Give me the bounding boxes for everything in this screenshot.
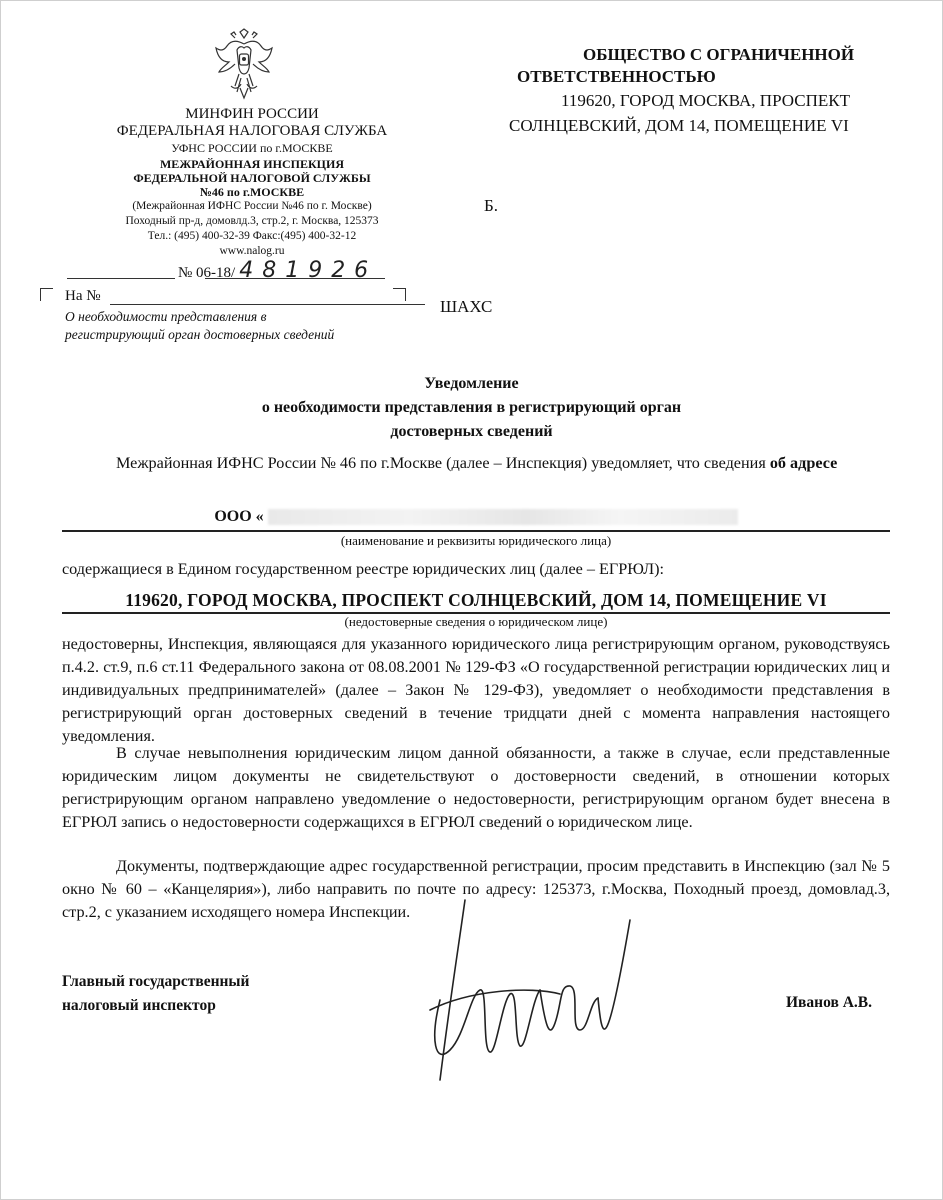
- body-paragraph-3-text: Документы, подтверждающие адрес государственной регистрации, просим представить в Инспекцию (зал № 5 окно № 60 – «Канцелярия»), либо направить по почте по адресу: 125373, г.Москва, Походный проезд, домовлад.3, стр.2, с указанием исходящего номера Инспекции.: [62, 857, 890, 921]
- notice-title: [0, 372, 943, 444]
- entity-name: [62, 508, 890, 526]
- signer-position: [62, 970, 249, 1018]
- outgoing-date-line: [67, 278, 175, 279]
- inspection-line-2: ФЕДЕРАЛЬНОЙ НАЛОГОВОЙ СЛУЖБЫ: [133, 171, 371, 185]
- handwritten-signature: [410, 890, 640, 1090]
- ministry-name: МИНФИН РОССИИ: [185, 106, 319, 122]
- entity-caption: (наименование и реквизиты юридического лица): [340, 533, 612, 548]
- intro-bold-tail: об адресе: [769, 454, 838, 472]
- signer-position-line-1: Главный государственный: [62, 973, 250, 990]
- in-reply-label: На №: [65, 288, 101, 304]
- subject-line-2: регистрирующий орган достоверных сведений: [65, 327, 335, 342]
- inspection-short-name: (Межрайонная ИФНС России №46 по г. Москве): [132, 200, 372, 212]
- redacted-entity-details: [268, 509, 738, 525]
- sender-organization-block: [92, 106, 412, 259]
- inspection-line-3: №46 по г.МОСКВЕ: [199, 185, 305, 199]
- subject-corner-left: [40, 288, 53, 301]
- recipient-block: [509, 44, 927, 138]
- intro-paragraph: [62, 452, 890, 475]
- signer-name: Иванов А.В.: [786, 994, 872, 1011]
- title-line-1: Уведомление: [424, 375, 519, 392]
- subject-line-1: О необходимости представления в: [65, 309, 267, 324]
- entity-name-prefix: ООО «: [214, 508, 264, 525]
- recipient-org-line-1: ОБЩЕСТВО С ОГРАНИЧЕННОЙ: [583, 45, 855, 64]
- inspection-website: www.nalog.ru: [219, 245, 285, 257]
- service-name: ФЕДЕРАЛЬНАЯ НАЛОГОВАЯ СЛУЖБА: [116, 123, 388, 139]
- outgoing-number: [178, 258, 369, 283]
- recipient-shakhs: ШАХС: [440, 297, 493, 316]
- signer-position-line-2: налоговый инспектор: [62, 997, 216, 1014]
- in-reply-line: [110, 304, 425, 305]
- outgoing-number-prefix: № 06-18/: [178, 265, 236, 281]
- address-caption: (недостоверные сведения о юридическом лице): [344, 614, 608, 629]
- entity-underline: [62, 530, 890, 532]
- title-line-3: достоверных сведений: [390, 423, 553, 440]
- recipient-b-mark: Б.: [484, 196, 499, 215]
- body-paragraph-2: [62, 742, 890, 834]
- recipient-address-line-1: 119620, ГОРОД МОСКВА, ПРОСПЕКТ: [561, 91, 850, 110]
- inspection-line-1: МЕЖРАЙОННАЯ ИНСПЕКЦИЯ: [159, 157, 345, 171]
- russian-coat-of-arms-icon: [213, 28, 275, 100]
- outgoing-number-handwritten: 4 8 1 9 2 6: [239, 258, 370, 283]
- body-paragraph-1: недостоверны, Инспекция, являющаяся для указанного юридического лица регистрирующим органом, руководствуясь п.4.2. ст.9, п.6 ст.11 Федерального закона от 08.08.2001 № 129-ФЗ «О государственной регистрации юридических лиц и индивидуальных предпринимателей» (далее – Закон № 129-ФЗ), уведомляет о необходимости представления в регистрирующий орган достоверных сведений в течение тридцати дней с момента направления настоящего уведомления.: [62, 635, 890, 745]
- department-name: УФНС РОССИИ по г.МОСКВЕ: [171, 141, 333, 155]
- inspection-address: Походный пр-д, домовлд.3, стр.2, г. Москва, 125373: [125, 215, 379, 227]
- intro-text: Межрайонная ИФНС России № 46 по г.Москве (далее – Инспекция) уведомляет, что сведения: [116, 454, 766, 472]
- invalid-address: 119620, ГОРОД МОСКВА, ПРОСПЕКТ СОЛНЦЕВСКИЙ, ДОМ 14, ПОМЕЩЕНИЕ VI: [125, 590, 827, 610]
- subject-corner-right: [393, 288, 406, 301]
- body-paragraph-2-text: В случае невыполнения юридическим лицом данной обязанности, а также в случае, если представленные юридическим лицом документы не свидетельствуют о достоверности сведений, в отношении которых регистрирующим органом направлено уведомление о недостоверности, регистрирующим органом будет внесена в ЕГРЮЛ запись о недостоверности содержащихся в ЕГРЮЛ сведений о юридическом лице.: [62, 744, 890, 831]
- contained-text: содержащиеся в Едином государственном реестре юридических лиц (далее – ЕГРЮЛ):: [62, 560, 664, 578]
- title-line-2: о необходимости представления в регистрирующий орган: [261, 399, 682, 416]
- letter-subject: [65, 308, 405, 344]
- recipient-org-line-2: ОТВЕТСТВЕННОСТЬЮ: [517, 67, 716, 86]
- outgoing-number-line: [205, 278, 385, 279]
- inspection-phone: Тел.: (495) 400-32-39 Факс:(495) 400-32-12: [147, 230, 357, 242]
- recipient-address-line-2: СОЛНЦЕВСКИЙ, ДОМ 14, ПОМЕЩЕНИЕ VI: [509, 116, 849, 135]
